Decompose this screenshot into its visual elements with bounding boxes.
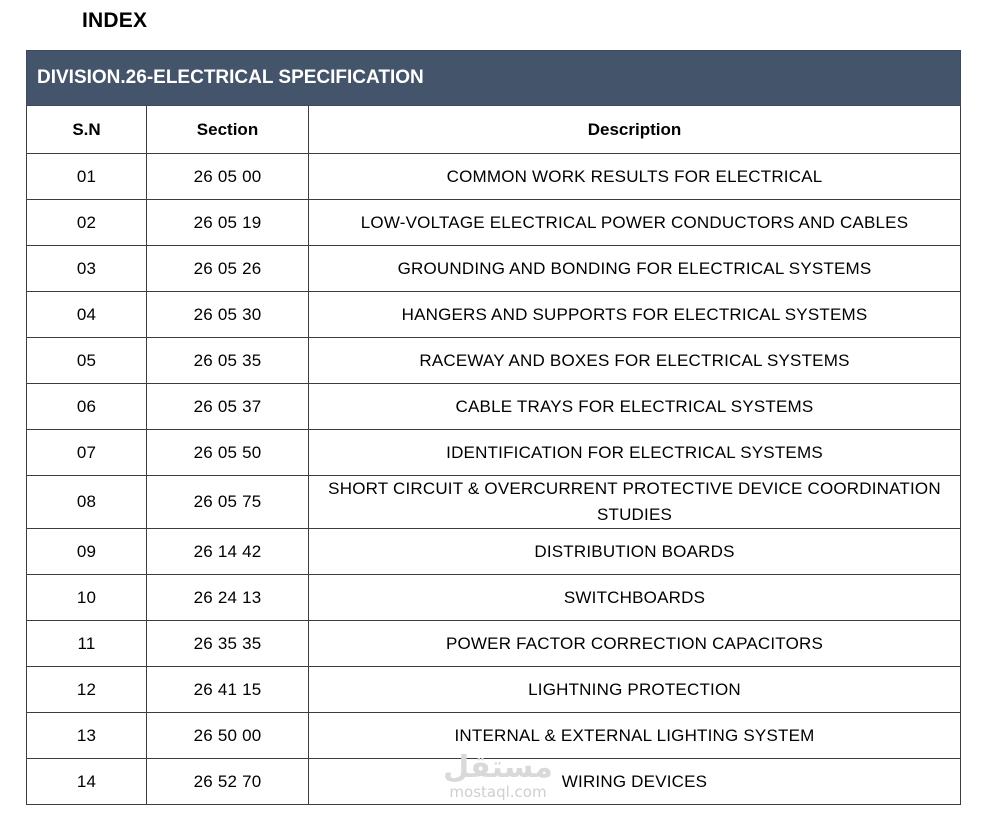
cell-sn: 09 [27,529,147,575]
table-row [27,200,961,246]
table-row [27,575,961,621]
cell-description: COMMON WORK RESULTS FOR ELECTRICAL [309,154,961,200]
table-row [27,384,961,430]
division-title: DIVISION.26-ELECTRICAL SPECIFICATION [27,51,961,106]
cell-section: 26 05 37 [147,384,309,430]
watermark-domain: mostaql.com [449,783,547,801]
cell-sn: 05 [27,338,147,384]
cell-sn: 14 [27,759,147,805]
cell-description: WIRING DEVICES [309,759,961,805]
table-row [27,430,961,476]
table-row [27,338,961,384]
cell-sn: 06 [27,384,147,430]
cell-description: RACEWAY AND BOXES FOR ELECTRICAL SYSTEMS [309,338,961,384]
cell-sn: 13 [27,713,147,759]
cell-sn: 01 [27,154,147,200]
cell-section: 26 05 00 [147,154,309,200]
cell-section: 26 24 13 [147,575,309,621]
cell-section: 26 14 42 [147,529,309,575]
cell-description: DISTRIBUTION BOARDS [309,529,961,575]
table-row [27,476,961,529]
cell-sn: 12 [27,667,147,713]
table-row [27,154,961,200]
cell-description: LOW-VOLTAGE ELECTRICAL POWER CONDUCTORS AND CABLES [309,200,961,246]
cell-sn: 03 [27,246,147,292]
cell-description: GROUNDING AND BONDING FOR ELECTRICAL SYSTEMS [309,246,961,292]
cell-description: POWER FACTOR CORRECTION CAPACITORS [309,621,961,667]
cell-section: 26 50 00 [147,713,309,759]
cell-section: 26 52 70 [147,759,309,805]
cell-sn: 10 [27,575,147,621]
cell-sn: 07 [27,430,147,476]
cell-section: 26 05 30 [147,292,309,338]
table-row [27,246,961,292]
cell-description: HANGERS AND SUPPORTS FOR ELECTRICAL SYSTEMS [309,292,961,338]
cell-description: LIGHTNING PROTECTION [309,667,961,713]
cell-description: SWITCHBOARDS [309,575,961,621]
cell-sn: 11 [27,621,147,667]
column-header-section: Section [147,106,309,154]
cell-section: 26 35 35 [147,621,309,667]
cell-sn: 08 [27,476,147,529]
table-row [27,713,961,759]
column-header-row [27,106,961,154]
cell-sn: 04 [27,292,147,338]
cell-section: 26 05 50 [147,430,309,476]
column-header-sn: S.N [27,106,147,154]
cell-description: CABLE TRAYS FOR ELECTRICAL SYSTEMS [309,384,961,430]
column-header-description: Description [309,106,961,154]
table-row [27,292,961,338]
cell-section: 26 05 75 [147,476,309,529]
specification-index-table [26,50,961,805]
cell-description: INTERNAL & EXTERNAL LIGHTING SYSTEM [309,713,961,759]
cell-section: 26 05 19 [147,200,309,246]
table-row [27,667,961,713]
cell-section: 26 05 35 [147,338,309,384]
table-row [27,621,961,667]
division-header-row [27,51,961,106]
cell-description: IDENTIFICATION FOR ELECTRICAL SYSTEMS [309,430,961,476]
table-row [27,529,961,575]
cell-sn: 02 [27,200,147,246]
cell-section: 26 41 15 [147,667,309,713]
table-row [27,759,961,805]
cell-description: SHORT CIRCUIT & OVERCURRENT PROTECTIVE DEVICE COORDINATION STUDIES [309,476,961,529]
cell-section: 26 05 26 [147,246,309,292]
page-title: INDEX [82,9,148,32]
watermark-logo: مستقل [443,750,553,785]
